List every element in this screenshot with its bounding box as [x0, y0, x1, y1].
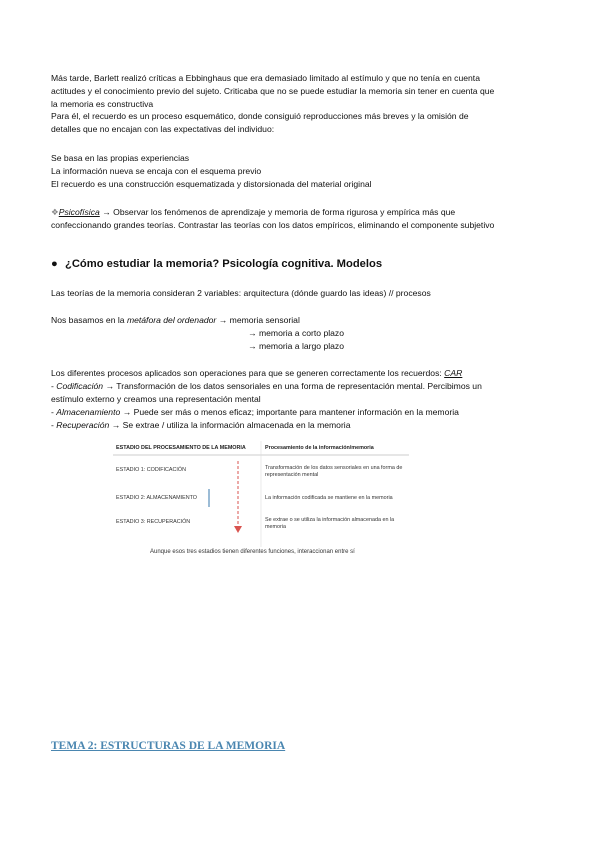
codificacion-label: Codificación [56, 381, 104, 391]
dash-1: - [51, 381, 57, 391]
intro-line-2: actitudes y el conocimiento previo del sujeto. Criticaba que no se puede estudiar la memoria sin tener en cuenta que [51, 86, 495, 96]
codificacion-text: → Transformación de los datos sensoriales en una forma de representación mental. Percibimos un [103, 381, 482, 391]
metaphor-arrow-3: → memoria a largo plazo [248, 341, 345, 351]
metaphor-arrow-2: → memoria a corto plazo [248, 328, 344, 338]
almacenamiento-text: → Puede ser más o menos eficaz; importante para mantener información en la memoria [120, 407, 459, 417]
theories-line: Las teorías de la memoria consideran 2 variables: arquitectura (dónde guardo las ideas) // procesos [51, 288, 431, 298]
recuperacion-line [51, 419, 351, 431]
recuperacion-label: Recuperación [56, 420, 110, 430]
dash-2: - [51, 407, 57, 417]
recuperacion-text: → Se extrae / utiliza la información almacenada en la memoria [109, 420, 351, 430]
point-2: La información nueva se encaja con el esquema previo [51, 166, 262, 176]
intro-line-3: la memoria es constructiva [51, 99, 154, 109]
section-heading [51, 258, 382, 270]
almacenamiento-line [51, 406, 459, 418]
point-1: Se basa en las propias experiencias [51, 153, 190, 163]
codificacion-line-2: estímulo externo y creamos una representación mental [51, 394, 261, 404]
table-desc-3: Se extrae o se utiliza la información almacenada en la memoria [265, 517, 395, 530]
metaphor-prefix: Nos basamos en la [51, 315, 127, 325]
process-arrow-head [234, 526, 242, 533]
metaphor-arrow-1: → memoria sensorial [216, 315, 300, 325]
metaphor-term: metáfora del ordenador [126, 315, 217, 325]
processes-intro-text: Los diferentes procesos aplicados son operaciones para que se generen correctamente los recuerdos: [51, 368, 445, 378]
almacenamiento-label: Almacenamiento [56, 407, 121, 417]
dash-3: - [51, 420, 57, 430]
table-header-processing: Procesamiento de la información/memoria [265, 445, 374, 451]
intro-line-5: detalles que no encajan con las expectativas del individuo: [51, 124, 275, 134]
car-acronym: CAR [444, 368, 463, 378]
point-3: El recuerdo es una construcción esquematizada y distorsionada del material original [51, 179, 372, 189]
table-stage-3: ESTADIO 3: RECUPERACIÓN [116, 519, 191, 525]
table-desc-2: La información codificada se mantiene en la memoria [265, 495, 393, 501]
bullet-icon: ● [51, 258, 58, 270]
table-stage-2: ESTADIO 2: ALMACENAMIENTO [116, 495, 197, 501]
psicofisica-line-2: confeccionando grandes teorías. Contrastar las teorías con los datos empíricos, eliminando el componente subjetivo [51, 220, 495, 230]
table-stage-1: ESTADIO 1: CODIFICACIÓN [116, 467, 186, 473]
codificacion-line [51, 380, 482, 392]
metaphor-line [51, 314, 300, 326]
processes-intro [51, 367, 462, 379]
table-caption: Aunque esos tres estadios tienen diferentes funciones, interaccionan entre sí [150, 549, 355, 555]
table-header-stage: ESTADIO DEL PROCESAMIENTO DE LA MEMORIA [116, 445, 246, 451]
memory-stages-table [113, 441, 409, 547]
diamond-icon: ❖ [51, 207, 59, 217]
table-lines [113, 441, 409, 547]
section-heading-text: ¿Cómo estudiar la memoria? Psicología cognitiva. Modelos [65, 258, 383, 270]
table-desc-1: Transformación de los datos sensoriales en una forma de representación mental [265, 465, 403, 478]
psicofisica-text-1: → Observar los fenómenos de aprendizaje y memoria de forma rigurosa y empírica más que [99, 207, 456, 217]
tema-heading-link[interactable]: TEMA 2: ESTRUCTURAS DE LA MEMORIA [51, 740, 286, 752]
psicofisica-line-1 [51, 206, 455, 218]
intro-line-1: Más tarde, Barlett realizó críticas a Ebbinghaus que era demasiado limitado al estímulo y que no tenía en cuenta [51, 73, 480, 83]
intro-line-4: Para él, el recuerdo es un proceso esquemático, donde consiguió reproducciones más breves y la omisión de [51, 111, 469, 121]
psicofisica-label: Psicofísica [58, 207, 100, 217]
